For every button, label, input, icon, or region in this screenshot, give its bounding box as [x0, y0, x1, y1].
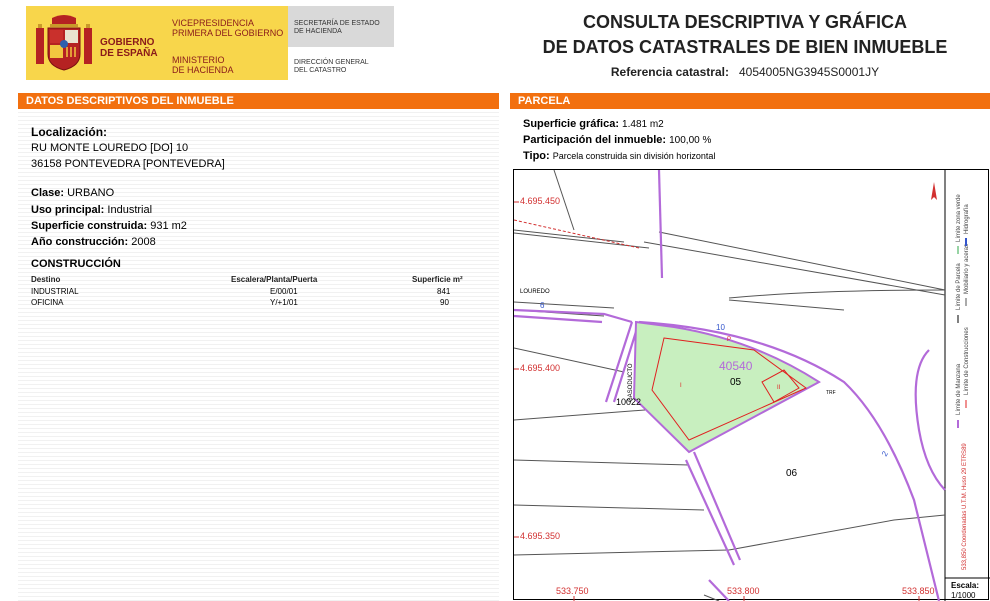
anio-row: [31, 236, 156, 248]
legend-limite-zona-verde: Límite zona verde: [956, 194, 962, 242]
dashed-boundary: [514, 220, 639, 248]
row-1-superficie: 841: [437, 287, 451, 296]
parcel-number-label: 40540: [719, 359, 753, 373]
construction-label-ii: II: [777, 385, 781, 391]
clase-label: Clase:: [31, 187, 65, 199]
participacion-row: [523, 134, 711, 146]
superficie-label: Superficie construida:: [31, 220, 148, 232]
direccion-text: DIRECCIÓN GENERAL DEL CATASTRO: [294, 59, 369, 74]
superficie-value: 931 m2: [150, 220, 187, 232]
construction-label-trf: TRF: [826, 390, 836, 396]
table-header-destino: Destino: [31, 275, 61, 284]
gobierno-text: GOBIERNO DE ESPAÑA: [100, 37, 158, 59]
superficie-grafica-row: [523, 118, 664, 130]
anio-value: 2008: [131, 236, 156, 248]
row-2-planta: Y/+1/01: [270, 298, 298, 307]
vicepresidencia-text: VICEPRESIDENCIA PRIMERA DEL GOBIERNO: [172, 18, 284, 38]
street-label-10022: 10022: [616, 397, 642, 407]
row-1-planta: E/00/01: [270, 287, 298, 296]
superficie-row: [31, 220, 187, 232]
cadastral-map: [513, 169, 989, 600]
x-coord-label-2: 533.800: [727, 586, 760, 596]
north-arrow-icon: [931, 182, 937, 200]
street-label-louredo: LOUREDO: [520, 289, 550, 295]
tipo-row: [523, 150, 715, 162]
uso-label: Uso principal:: [31, 204, 105, 216]
legend-mobiliario: Mobiliario y aceras: [964, 243, 970, 294]
scale-value: 1/1000: [951, 591, 976, 600]
y-coord-label-1: 4.695.450: [520, 196, 561, 206]
construccion-title: CONSTRUCCIÓN: [31, 258, 121, 270]
cadastral-reference: [510, 65, 980, 79]
legend-limite-parcela: Límite de Parcela: [956, 263, 962, 310]
cadastral-reference-value: 4054005NG3945S0001JY: [738, 65, 880, 79]
superficie-grafica-label: Superficie gráfica:: [523, 118, 619, 130]
legend-limite-manzana: Límite de Manzana: [956, 363, 962, 415]
table-header-escalera: Escalera/Planta/Puerta: [231, 275, 318, 284]
street-label-gasoducto: GASODUCTO: [628, 363, 634, 402]
row-2-superficie: 90: [440, 298, 449, 307]
tipo-label: Tipo:: [523, 150, 550, 162]
cadastral-map-drawing: [514, 170, 990, 601]
construction-label-i: I: [680, 383, 682, 389]
x-coord-label-3: 533.850: [902, 586, 935, 596]
descriptive-data-panel: [18, 109, 499, 601]
superficie-grafica-value: 1.481 m2: [622, 119, 664, 130]
secretaria-text: SECRETARÍA DE ESTADO DE HACIENDA: [294, 20, 380, 35]
participacion-value: 100,00 %: [669, 135, 712, 146]
address-line-1: RU MONTE LOUREDO [DO] 10: [31, 142, 189, 154]
clase-row: [31, 187, 114, 199]
participacion-label: Participación del inmueble:: [523, 134, 667, 146]
y-coord-label-3: 4.695.350: [520, 531, 561, 541]
subparcel-label-06: 06: [786, 468, 798, 479]
clase-value: URBANO: [67, 187, 115, 199]
table-header-superficie: Superficie m²: [412, 275, 463, 284]
descriptive-data-band: DATOS DESCRIPTIVOS DEL INMUEBLE: [18, 93, 499, 109]
uso-row: [31, 204, 152, 216]
construction-label-p: P: [727, 337, 732, 343]
row-1-destino: INDUSTRIAL: [31, 287, 79, 296]
document-title: CONSULTA DESCRIPTIVA Y GRÁFICA DE DATOS CATASTRALES DE BIEN INMUEBLE: [542, 12, 948, 57]
government-logo-block: [26, 6, 394, 80]
utm-coordinates-note: 533,850 Coordenadas U.T.M. Huso 29 ETRS89: [962, 443, 968, 570]
coat-of-arms-icon: [36, 14, 92, 72]
house-number-10: 10: [716, 323, 725, 332]
anio-label: Año construcción:: [31, 236, 129, 248]
address-line-2: 36158 PONTEVEDRA [PONTEVEDRA]: [31, 158, 225, 170]
legend-limite-construcciones: Límite de Construcciones: [964, 327, 970, 395]
house-number-6: 6: [540, 301, 545, 310]
subparcel-label-05: 05: [730, 377, 742, 388]
x-coord-label-1: 533.750: [556, 586, 589, 596]
ministerio-text: MINISTERIO DE HACIENDA: [172, 55, 234, 75]
row-2-destino: OFICINA: [31, 298, 64, 307]
localizacion-label: Localización:: [31, 125, 108, 139]
tipo-value: Parcela construida sin división horizontal: [552, 151, 716, 161]
cadastral-reference-label: Referencia catastral:: [610, 65, 729, 79]
y-coord-label-2: 4.695.400: [520, 363, 561, 373]
scale-label: Escala:: [951, 581, 980, 590]
legend-hidrografia: Hidrografía: [964, 204, 970, 234]
parcel-band: PARCELA: [510, 93, 990, 109]
house-number-2: 2: [879, 449, 890, 458]
uso-value: Industrial: [107, 204, 153, 216]
